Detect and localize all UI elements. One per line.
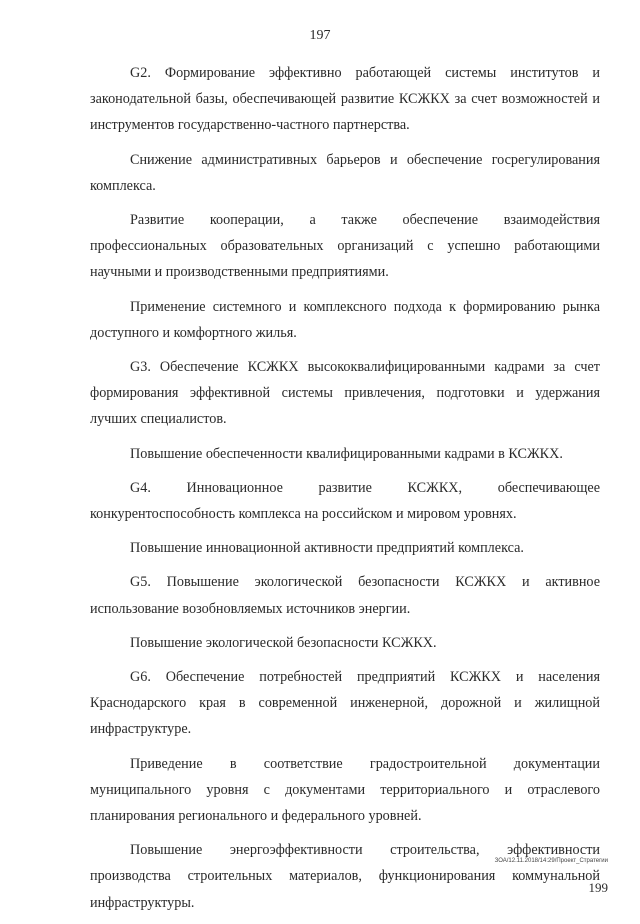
paragraph: Повышение энергоэффективности строительства, эффективности производства строительных материалов, функционирования коммунальной инфраструктуры. [90,842,600,911]
footer-stamp: ЗОА/12.11.2018/14:29/Проект_Стратегии [494,858,608,864]
paragraph: Снижение административных барьеров и обеспечение госрегулирования комплекса. [90,151,600,194]
page-number-top: 197 [309,28,331,43]
paragraph: Приведение в соответствие градостроительной документации муниципального уровня с документами территориального и отраслевого планирования регионального и федерального уровней. [90,755,600,825]
paragraph-g3: G3. Обеспечение КСЖКХ высококвалифицированными кадрами за счет формирования эффективной системы привлечения, подготовки и удержания лучших специалистов. [90,359,600,428]
paragraph-g5: G5. Повышение экологической безопасности КСЖКХ и активное использование возобновляемых источников энергии. [90,574,600,617]
paragraph: Применение системного и комплексного подхода к формированию рынка доступного и комфортного жилья. [90,298,600,341]
paragraph-g2: G2. Формирование эффективно работающей системы институтов и законодательной базы, обеспечивающей развитие КСЖКХ за счет возможностей и инструментов государственно-частного партнерства. [90,65,600,134]
paragraph-g4: G4. Инновационное развитие КСЖКХ, обеспечивающее конкурентоспособность комплекса на российском и мировом уровнях. [90,479,600,523]
document-body [90,60,600,924]
paragraph: Развитие кооперации, а также обеспечение взаимодействия профессиональных образовательных организаций с успешно работающими научными и производственными предприятиями. [90,212,600,281]
paragraph: Повышение инновационной активности предприятий комплекса. [130,540,524,557]
paragraph: Повышение экологической безопасности КСЖКХ. [130,634,437,651]
paragraph-g6: G6. Обеспечение потребностей предприятий КСЖКХ и населения Краснодарского края в современной инженерной, дорожной и жилищной инфраструктуре. [90,669,600,738]
page-number-bottom: 199 [588,880,608,895]
paragraph: Повышение обеспеченности квалифицированными кадрами в КСЖКХ. [130,445,563,462]
